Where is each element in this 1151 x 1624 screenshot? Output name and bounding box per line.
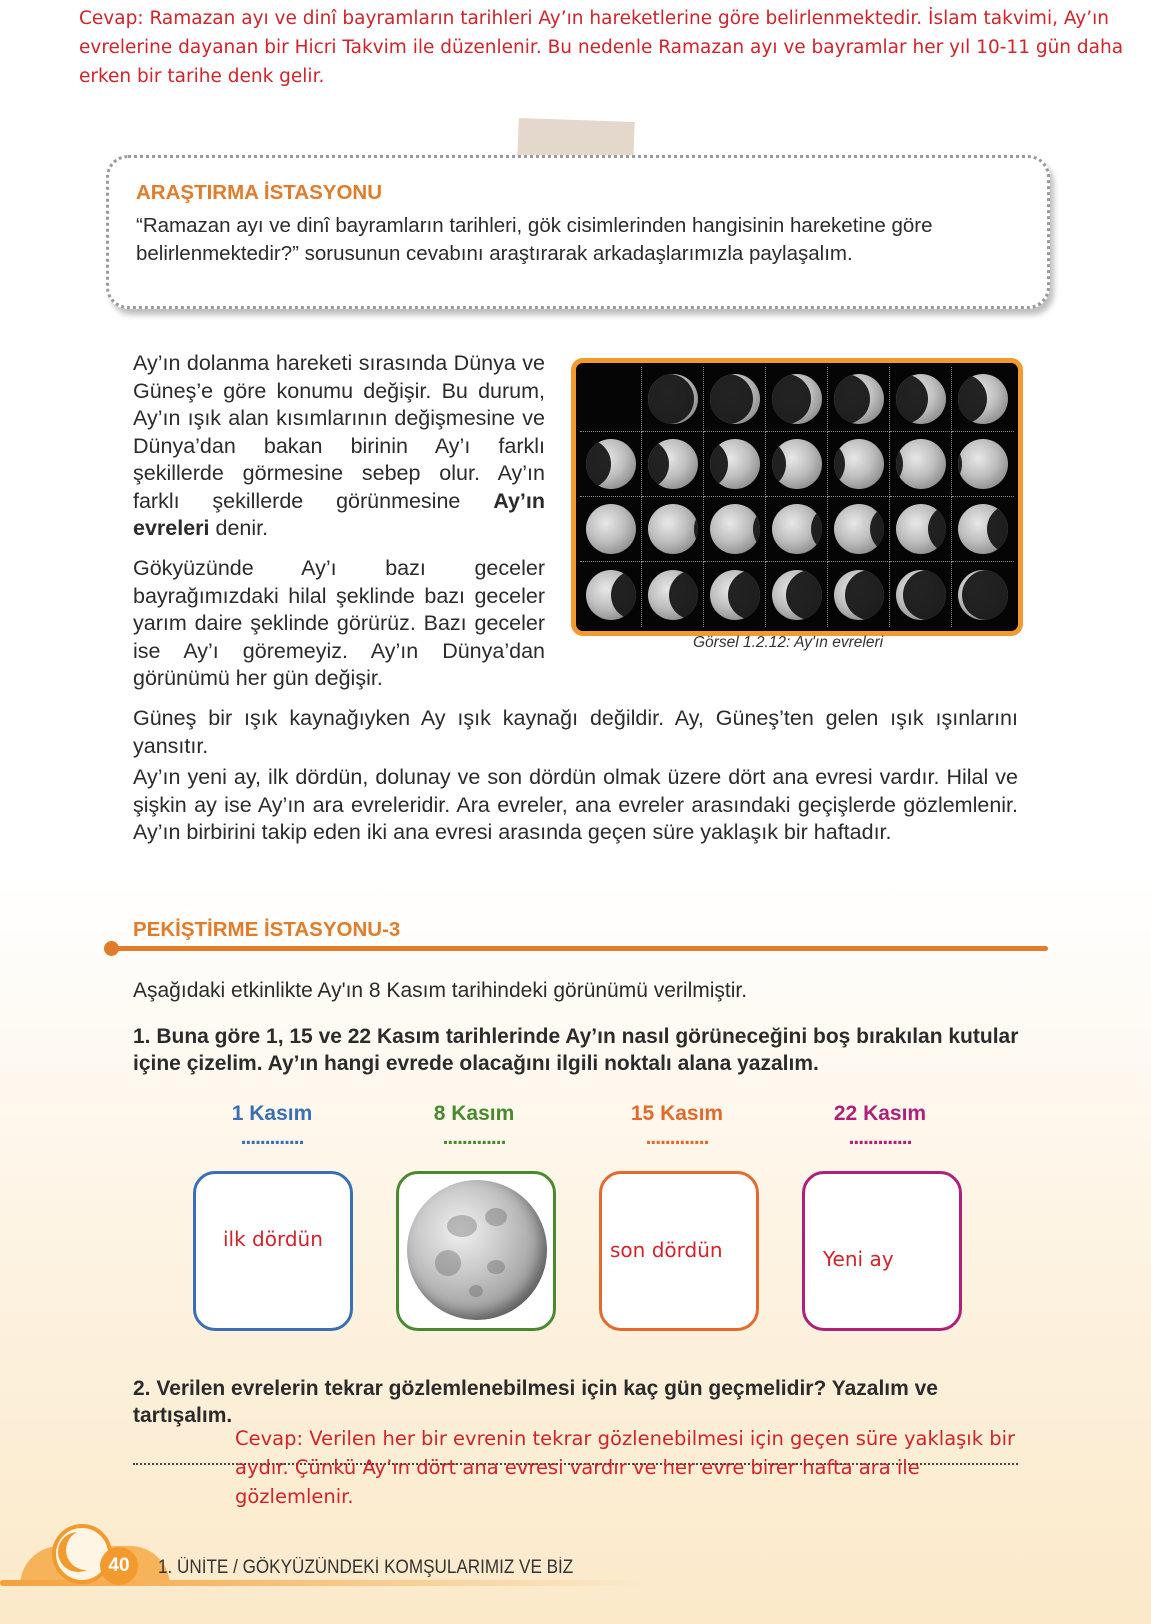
moon-phase-cell: [828, 497, 890, 562]
moon-phase-cell: [580, 367, 642, 432]
moon-phase-cell: [704, 367, 766, 432]
moon-phase-cell: [952, 367, 1014, 432]
date-dots-1[interactable]: .............: [240, 1126, 304, 1149]
moon-phases-figure: [571, 358, 1023, 636]
moon-phase-cell: [580, 497, 642, 562]
date-label-22: 22 Kasım: [833, 1102, 927, 1125]
moon-phase-icon: [586, 439, 636, 489]
unit-title: 1. ÜNİTE / GÖKYÜZÜNDEKİ KOMŞULARIMIZ VE BİZ: [158, 1557, 574, 1578]
moon-phase-icon: [648, 374, 698, 424]
moon-phase-cell: [642, 367, 704, 432]
moon-phase-cell: [890, 432, 952, 497]
question-2: 2. Verilen evrelerin tekrar gözlemlenebilmesi için kaç gün geçmelidir? Yazalım ve tartışalım.: [133, 1377, 938, 1427]
moon-phase-cell: [890, 562, 952, 627]
moon-phase-cell: [642, 497, 704, 562]
research-title: ARAŞTIRMA İSTASYONU: [136, 181, 382, 204]
moon-phase-cell: [766, 432, 828, 497]
figure-caption: Görsel 1.2.12: Ay'ın evreleri: [693, 634, 884, 651]
moon-phase-cell: [642, 562, 704, 627]
footer-line: [0, 1580, 640, 1586]
paragraph-sky: Gökyüzünde Ay’ı bazı geceler bayrağımızdaki hilal şeklinde bazı geceler yarım daire şeklinde görürüz. Bazı geceler ise Ay’ı göremeyiz. Ay’ın Dünya’dan görünümü her gün değişir.: [133, 556, 545, 690]
moon-phase-icon: [958, 504, 1008, 554]
full-moon-image: [407, 1180, 547, 1320]
moon-phase-icon: [772, 439, 822, 489]
date-label-15: 15 Kasım: [630, 1102, 724, 1125]
moon-phase-cell: [642, 432, 704, 497]
paragraph-main-phases: Ay’ın yeni ay, ilk dördün, dolunay ve son dördün olmak üzere dört ana evresi vardır. Hilal ve şişkin ay ise Ay’ın ara evreleridir. Ara evreler, ana evreler arasındaki geçişlerde gözlemlenir. Ay’ın birbirini takip eden iki ana evresi arasında geçen süre yaklaşık bir haftadır.: [133, 765, 1018, 844]
p1-bold: Ay’ın evreleri: [133, 488, 545, 540]
moon-phase-icon: [772, 374, 822, 424]
answer-box-15[interactable]: [599, 1171, 759, 1331]
moon-phase-cell: [890, 367, 952, 432]
moon-phase-icon: [834, 570, 884, 620]
moon-phase-icon: [710, 570, 760, 620]
research-station-box: [106, 155, 1050, 309]
moon-phase-icon: [958, 439, 1008, 489]
answer-box-1[interactable]: [193, 1171, 353, 1331]
research-text: “Ramazan ayı ve dinî bayramların tarihleri, gök cisimlerinden hangisinin hareketine göre belirlenmektedir?” sorusunun cevabını araştırarak arkadaşlarımızla paylaşalım.: [136, 214, 933, 265]
moon-phase-cell: [952, 562, 1014, 627]
moon-phase-icon: [772, 504, 822, 554]
moon-phase-icon: [834, 439, 884, 489]
question-1: 1. Buna göre 1, 15 ve 22 Kasım tarihlerinde Ay’ın nasıl görüneceğini boş bırakılan kutular içine çizelim. Ay’ın hangi evrede olacağını ilgili noktalı alana yazalım.: [133, 1025, 1019, 1075]
moon-phases-grid: [580, 367, 1014, 627]
moon-phase-icon: [896, 374, 946, 424]
moon-phase-cell: [828, 432, 890, 497]
moon-phase-cell: [828, 367, 890, 432]
pekistirme-intro: Aşağıdaki etkinlikte Ay'ın 8 Kasım tarihindeki görünümü verilmiştir.: [133, 979, 748, 1002]
moon-phase-cell: [952, 497, 1014, 562]
moon-phase-icon: [834, 374, 884, 424]
moon-phase-cell: [952, 432, 1014, 497]
moon-phase-icon: [896, 439, 946, 489]
moon-phase-cell: [704, 497, 766, 562]
paragraph-phases-intro: [133, 350, 545, 543]
moon-phase-cell: [890, 497, 952, 562]
section-divider: [112, 946, 1048, 951]
date-dots-8[interactable]: .............: [442, 1126, 506, 1149]
moon-phase-cell: [704, 562, 766, 627]
date-dots-15[interactable]: .............: [645, 1126, 709, 1149]
moon-phase-cell: [828, 562, 890, 627]
date-label-1: 1 Kasım: [231, 1102, 313, 1125]
moon-phase-cell: [704, 432, 766, 497]
moon-phase-cell: [580, 432, 642, 497]
moon-phase-icon: [710, 374, 760, 424]
moon-phase-cell: [766, 367, 828, 432]
answer-text-22: Yeni ay: [823, 1247, 894, 1271]
moon-phase-icon: [710, 439, 760, 489]
answer-box-8: [396, 1171, 556, 1331]
moon-phase-cell: [766, 562, 828, 627]
moon-phase-icon: [958, 374, 1008, 424]
moon-phase-icon: [710, 504, 760, 554]
moon-phase-icon: [648, 439, 698, 489]
answer-box-22[interactable]: [802, 1171, 962, 1331]
paragraph-light: Güneş bir ışık kaynağıyken Ay ışık kaynağı değildir. Ay, Güneş’ten gelen ışık ışınlarını yansıtır.: [133, 706, 1018, 758]
moon-phase-icon: [586, 504, 636, 554]
top-answer: Cevap: Ramazan ayı ve dinî bayramların tarihleri Ay’ın hareketlerine göre belirlenmektedir. İslam takvimi, Ay’ın evrelerine dayanan bir Hicri Takvim ile düzenlenir. Bu nedenle Ramazan ayı ve bayramlar her yıl 10-11 gün daha erken bir tarihe denk gelir.: [79, 8, 1124, 87]
question-2-answer: Cevap: Verilen her bir evrenin tekrar gözlenebilmesi için geçen süre yaklaşık bir aydır. Çünkü Ay’ın dört ana evresi vardır ve her evre birer hafta ara ile gözlemlenir.: [235, 1427, 1016, 1508]
date-label-8: 8 Kasım: [433, 1102, 515, 1125]
moon-phase-icon: [896, 570, 946, 620]
moon-phase-icon: [648, 504, 698, 554]
section-divider-dot: [104, 941, 119, 956]
answer-text-15: son dördün: [610, 1238, 723, 1262]
answer-text-1: ilk dördün: [223, 1227, 323, 1251]
moon-phase-icon: [586, 570, 636, 620]
moon-phase-icon: [648, 570, 698, 620]
page-number: 40: [100, 1547, 138, 1585]
moon-phase-icon: [834, 504, 884, 554]
moon-phase-icon: [896, 504, 946, 554]
moon-phase-cell: [580, 562, 642, 627]
pekistirme-title: PEKİŞTİRME İSTASYONU-3: [133, 918, 401, 941]
moon-phase-icon: [958, 570, 1008, 620]
date-dots-22[interactable]: .............: [848, 1126, 912, 1149]
p1-start: Ay’ın dolanma hareketi sırasında Dünya ve Güneş’e göre konumu değişir. Bu durum, Ay’ın ışık alan kısımlarının değişmesine ve Dünya’dan bakan birinin Ay’ı farklı şekillerde görmesine sebep olur. Ay’ın farklı şekillerde görünmesine: [133, 351, 545, 513]
p1-end: denir.: [209, 516, 269, 540]
moon-phase-icon: [772, 570, 822, 620]
moon-phase-cell: [766, 497, 828, 562]
